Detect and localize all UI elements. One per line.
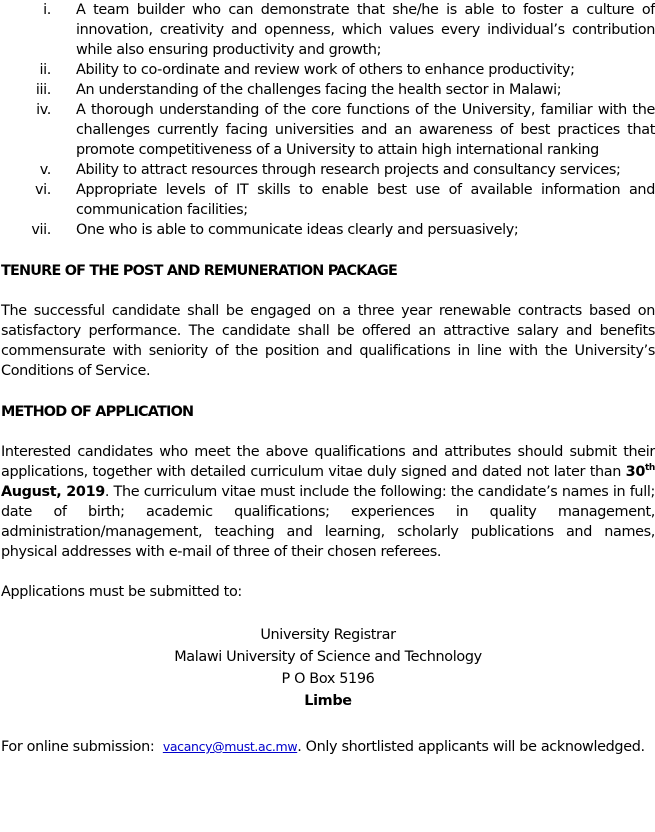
list-item-number: iv. (36, 102, 51, 118)
online-submission (1, 736, 655, 758)
list-item (1, 220, 655, 240)
list-item-text: Ability to attract resources through research projects and consultancy services; (76, 162, 621, 178)
submit-intro: Applications must be submitted to: (1, 584, 242, 600)
list-item (1, 160, 655, 180)
list-item-text: One who is able to communicate ideas clearly and persuasively; (76, 222, 519, 238)
list-item-number: vii. (31, 222, 51, 238)
address-line-title: University Registrar (260, 627, 396, 643)
list-item (1, 100, 655, 160)
list-item-number: ii. (39, 62, 51, 78)
list-item (1, 0, 655, 60)
application-paragraph (1, 442, 655, 562)
attributes-list (1, 0, 655, 240)
list-item-number: v. (39, 162, 51, 178)
application-text-end: . The curriculum vitae must include the following: the candidate’s names in full; date of birth; academic qualifications; experiences in quality management, administration/management, teaching and learning, scholarly publications and names, physical addresses with e-mail of three of their chosen referees. (1, 484, 655, 560)
list-item-text: Ability to co-ordinate and review work of others to enhance productivity; (76, 62, 575, 78)
application-heading: METHOD OF APPLICATION (1, 404, 194, 420)
list-item (1, 60, 655, 80)
list-item (1, 80, 655, 100)
online-prefix: For online submission: (1, 739, 163, 755)
address-line-box: P O Box 5196 (281, 671, 375, 687)
address-line-city: Limbe (304, 693, 352, 709)
list-item-text: A thorough understanding of the core functions of the University, familiar with the challenges currently facing universities and an awareness of best practices that promote competitiveness of a University to attain high international ranking (76, 102, 655, 158)
list-item-text: A team builder who can demonstrate that she/he is able to foster a culture of innovation, creativity and openness, which values every individual’s contribution while also ensuring productivity and growth; (76, 2, 655, 58)
address-line-institution: Malawi University of Science and Technology (174, 649, 482, 665)
document-page (1, 0, 655, 758)
online-suffix: . Only shortlisted applicants will be acknowledged. (297, 739, 645, 755)
deadline-ordinal: th (644, 463, 655, 474)
deadline-month-year: August, 2019 (1, 484, 105, 500)
list-item-text: Appropriate levels of IT skills to enable best use of available information and communication facilities; (76, 182, 655, 218)
email-link[interactable]: vacancy@must.ac.mw (162, 739, 298, 754)
deadline-day: 30 (625, 464, 645, 480)
registrar-address (1, 624, 655, 712)
list-item-number: vi. (34, 182, 51, 198)
application-text-start: Interested candidates who meet the above qualifications and attributes should submit their applications, together with detailed curriculum vitae duly signed and dated not later than (1, 444, 655, 480)
tenure-paragraph: The successful candidate shall be engaged on a three year renewable contracts based on satisfactory performance. The candidate shall be offered an attractive salary and benefits commensurate with seniority of the position and qualifications in line with the University’s Conditions of Service. (1, 303, 655, 379)
list-item-number: iii. (35, 82, 51, 98)
list-item-number: i. (43, 2, 51, 18)
tenure-heading: TENURE OF THE POST AND REMUNERATION PACKAGE (1, 263, 397, 279)
list-item-text: An understanding of the challenges facing the health sector in Malawi; (76, 82, 562, 98)
list-item (1, 180, 655, 220)
